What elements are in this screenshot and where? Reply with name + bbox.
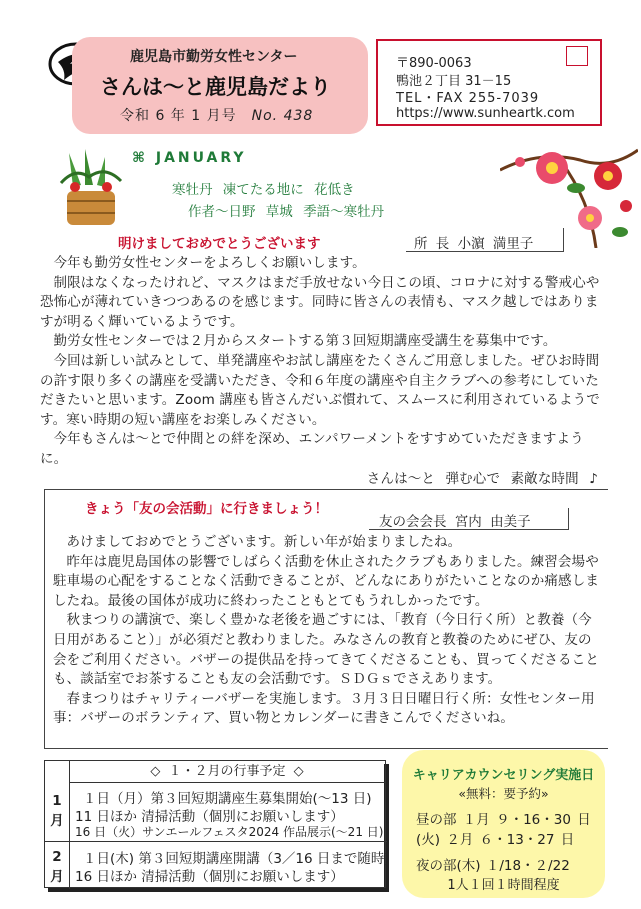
month-january: 1月 <box>50 793 64 829</box>
newsletter-title: さんは～と鹿児島だより <box>100 75 331 99</box>
address-box <box>376 39 602 126</box>
career-day-session: 昼の部 １月 ９・16・30 日 <box>416 812 591 828</box>
career-fee: «無料：要予約» <box>458 786 549 801</box>
schedule-event: 16 日ほか 清掃活動（個別にお願いします） <box>75 869 344 885</box>
friends-message <box>53 533 605 729</box>
friends-title: きょう「友の会活動」に行きましょう！ <box>85 501 328 517</box>
schedule-title: ◇ １・２月の行事予定 ◇ <box>69 761 385 783</box>
director-paragraph: 勤労女性センターでは２月からスタートする第３回短期講座受講生を募集中です。 <box>53 333 557 350</box>
schedule-event: 16 日（火）サンエールフェスタ2024 作品展示(～21 日) <box>75 825 384 839</box>
kadomatsu-icon <box>55 147 127 229</box>
friends-paragraph: 春まつりはチャリティーバザーを実施します。３月３日日曜日行く所：女性センター用事：バザーのボランティア、買い物とカレンダーに書きこんでくださいね。 <box>53 690 595 727</box>
director-paragraph: 制限はなくなったけれど、マスクはまだ手放せない今日この頃、コロナに対する警戒心や恐怖心が薄れていきつつあるのを感じます。同時に皆さんの表情も、マスク越しではありますが明るく輝いているようです。 <box>40 274 600 330</box>
street-address: 鴨池２丁目 31－15 <box>396 74 512 89</box>
director-closing: さんは～と 弾む心で 素敵な時間 ♪ <box>366 470 598 487</box>
haiku-text: 寒牡丹 凍てたる地に 花低き <box>172 182 355 198</box>
haiku-author: 作者～日野 草城 季語～寒牡丹 <box>188 204 385 220</box>
friends-paragraph: 秋まつりの講演で、楽しく豊かな老後を過ごすには、「教育（今日行く所）と教養（今日用があること）」が必須だと教わりました。みなさんの教育と教養のためにぜひ、友の会をご利用ください。バザーの提供品を持ってきてくださることも、買ってくださることも、談話室でお茶することも友の会活動です。ＳＤＧｓでさえあります。 <box>53 612 599 688</box>
director-signature: 所 長 小濵 満里子 <box>406 228 564 252</box>
phone-fax: TEL・FAX 255-7039 <box>396 91 540 106</box>
website-link[interactable]: https://www.sunheartk.com <box>396 106 575 121</box>
friends-club-section <box>44 489 608 749</box>
january-label: ⌘ JANUARY <box>132 150 247 166</box>
schedule-event: １日（月）第３回短期講座生募集開始(～13 日) <box>83 791 372 807</box>
postal-code: 〒890-0063 <box>396 56 472 71</box>
issue-number: No. 438 <box>251 108 314 124</box>
divider <box>69 761 70 889</box>
month-february: 2月 <box>50 849 64 885</box>
friends-signature: 友の会会長 宮内 由美子 <box>369 508 569 530</box>
schedule-box <box>44 760 390 888</box>
issue-info <box>120 105 313 125</box>
friends-paragraph: あけましておめでとうございます。新しい年が始まりましたね。 <box>66 534 462 550</box>
schedule-event: 11 日ほか 清掃活動（個別にお願いします） <box>75 809 344 825</box>
divider <box>45 841 387 842</box>
director-paragraph: 今年もさんは～とで仲間との絆を深め、エンパワーメントをすすめていただきますように。 <box>40 431 584 467</box>
schedule-event: １日(木) 第３回短期講座開講（3／16 日まで随時) <box>83 851 390 867</box>
career-duration: 1人１回１時間程度 <box>447 878 560 893</box>
director-paragraph: 今年も勤労女性センターをよろしくお願いします。 <box>53 255 366 271</box>
header-banner <box>72 37 368 134</box>
director-paragraph: 今回は新しい試みとして、単発講座やお試し講座をたくさんご用意しました。ぜひお時間の許す限り多くの講座を受講いただき、令和６年度の講座や自主クラブへの参考にしていただきたいと思います。Zoom 講座も皆さんだいぶ慣れて、スムースに利用されているようです。寒い時期の短い講座をお楽しみください。 <box>40 352 600 428</box>
career-counseling-box <box>402 750 605 898</box>
director-message <box>40 254 610 489</box>
career-title: キャリアカウンセリング実施日 <box>412 768 595 783</box>
issue-date: 令和 6 年 1 月号 <box>120 108 237 124</box>
friends-paragraph: 昨年は鹿児島国体の影響でしばらく活動を休止されたクラブもありました。練習会場や駐車場の心配をすることなく活動できることが、どんなにありがたいことなのか痛感しましたね。最後の国体が成功に終わったこともとてもうれしかったです。 <box>53 553 599 609</box>
new-year-greeting: 明けましておめでとうございます <box>118 236 321 252</box>
career-day-session: (火) ２月 ６・13・27 日 <box>416 832 575 848</box>
org-name: 鹿児島市勤労女性センター <box>130 49 298 65</box>
stamp-icon <box>566 46 588 66</box>
career-night-session: 夜の部(木) １/18・２/22 <box>416 858 570 874</box>
